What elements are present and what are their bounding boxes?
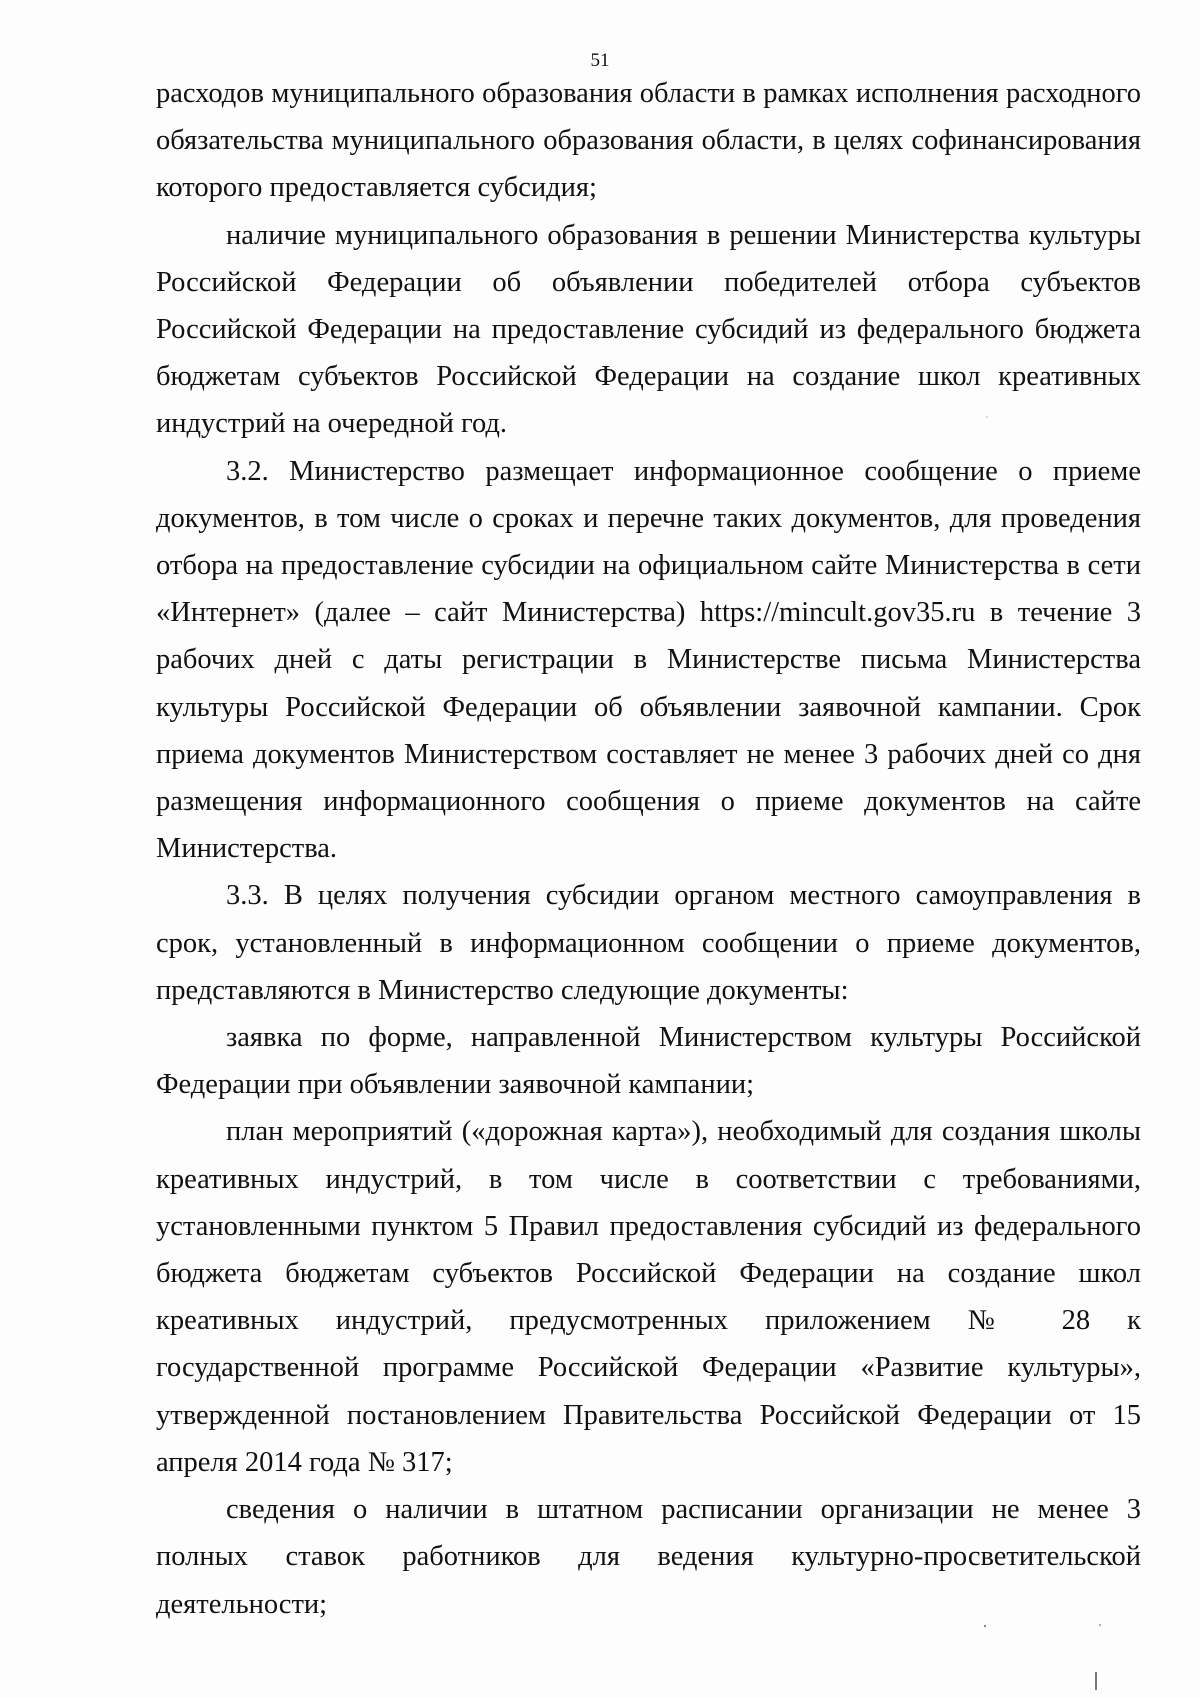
paragraph-3-2: 3.2. Министерство размещает информационное сообщение о приеме документов, в том числе о сроках и перечне таких документов, для проведения отбора на предоставление субсидии на официальном сайте Министерства в сети «Интернет» (далее – сайт Министерства) https://mincult.gov35.ru в течение 3 рабочих дней с даты регистрации в Министерстве письма Министерства культуры Российской Федерации об объявлении заявочной кампании. Срок приема документов Министерством составляет не менее 3 рабочих дней со дня размещения информационного сообщения о приеме документов на сайте Министерства. <box>156 455 1141 865</box>
paragraph-continuation: расходов муниципального образования области в рамках исполнения расходного обязательства муниципального образования области, в целях софинансирования которого предоставляется субсидия; <box>156 78 1141 204</box>
list-item-roadmap: план мероприятий («дорожная карта»), необходимый для создания школы креативных индустрий, в том числе в соответствии с требованиями, установленными пунктом 5 Правил предоставления субсидий из федерального бюджета бюджетам субъектов Российской Федерации на создание школ креативных индустрий, предусмотренных приложением № 28 к государственной программе Российской Федерации «Развитие культуры», утвержденной постановлением Правительства Российской Федерации от 15 апреля 2014 года № 317; <box>156 1116 1141 1478</box>
document-body <box>156 70 1141 1628</box>
list-item-staffing: сведения о наличии в штатном расписании организации не менее 3 полных ставок работников для ведения культурно-просветительской деятельности; <box>156 1494 1141 1620</box>
list-item-application: заявка по форме, направленной Министерством культуры Российской Федерации при объявлении заявочной кампании; <box>156 1022 1141 1101</box>
paragraph-3-3: 3.3. В целях получения субсидии органом местного самоуправления в срок, установленный в информационном сообщении о приеме документов, представляются в Министерство следующие документы: <box>156 880 1141 1006</box>
page-number: 51 <box>590 50 610 71</box>
paragraph-municipality-in-decision: наличие муниципального образования в решении Министерства культуры Российской Федерации об объявлении победителей отбора субъектов Российской Федерации на предоставление субсидий из федерального бюджета бюджетам субъектов Российской Федерации на создание школ креативных индустрий на очередной год. <box>156 219 1141 440</box>
